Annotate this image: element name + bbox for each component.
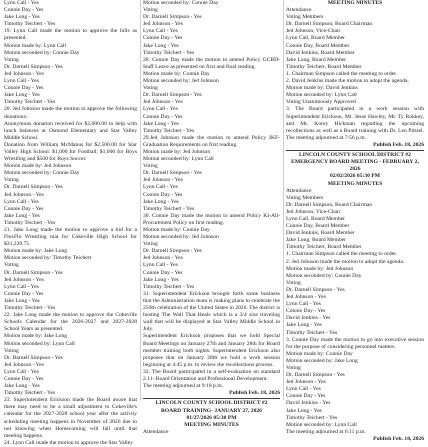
minutes-line: Timothy Teichert - Yes [143, 127, 195, 134]
minutes-line: Connie Day - Yes [143, 35, 183, 42]
minutes-line: Dr. Darnell Simpson - Yes [143, 14, 202, 21]
minutes-line: Connie Day - Yes [143, 269, 183, 276]
minutes-line: Lynn Call - Yes [143, 28, 178, 35]
minutes-line: 1. Chairman Simpson called the meeting to order. [286, 70, 398, 77]
minutes-line: Dr. Darnell Simpson - Yes [4, 269, 63, 276]
minutes-line: Connie Day - Yes [286, 308, 326, 315]
minutes-line: Voting Members [286, 14, 324, 21]
minutes-line: Motion made by: Jake Long [4, 248, 68, 255]
minutes-paragraph: 20. Jed Johnson made the motion to approve the following donations: [4, 106, 137, 120]
minutes-line: Jed Johnson - Yes [4, 191, 44, 198]
notice-heading: MEETING MINUTES [327, 0, 383, 6]
minutes-line: Jake Long - Yes [4, 92, 40, 99]
minutes-paragraph: 23. Superintendent Erickson made the Board aware that there may need to be a small adjustment to Cokeville's calendar for the 2027-2028 school year after the activity scheduling meeting happens in November of 2026 due to not knowing when Homecoming will fall until that meeting happens. [4, 397, 137, 439]
notice-heading: EMERGENCY BOARD MEETING - FEBRUARY 2, 2026 [291, 159, 419, 173]
minutes-line: Motion made by: Connie Day [286, 350, 353, 357]
minutes-line: Jake Long - Yes [286, 322, 322, 329]
minutes-line: Voting [4, 177, 19, 184]
minutes-paragraph: 21. Jake Long made the motion to approve a bid for a FlexFlo Wrestling mat for Cokeville High School for $31,228.75 [4, 227, 137, 248]
minutes-line: Jed Johnson - Yes [143, 255, 183, 262]
column-3 [286, 0, 424, 442]
minutes-line: Connie Day - Yes [4, 85, 44, 92]
minutes-line: Timothy Teichert - Yes [143, 283, 195, 290]
minutes-line: Jed Johnson - Yes [4, 70, 44, 77]
minutes-line: Voting [143, 163, 158, 170]
minutes-line: Connie Day - Yes [4, 205, 44, 212]
minutes-line: 1. Chairman Simpson called the meeting to order. [286, 251, 398, 258]
minutes-paragraph: 32. The Board participated in a self-evaluation on standard 2.11- Board Orientation and Professional Development. [143, 368, 280, 382]
publish-notice: Publish Feb. 18, 2026 [373, 435, 424, 442]
minutes-line: Motion seconded by: Lynn Call [286, 92, 357, 99]
minutes-line: Jed Johnson - Yes [4, 276, 44, 283]
minutes-line: Lynn Call - Yes [143, 262, 178, 269]
minutes-paragraph: Donation from William McManus for $2,500.00 for Star Valley High School. $1,000 for Football, $1,000 for Boys Wrestling and $500 for Boys Soccer. [4, 141, 137, 163]
minutes-line: Timothy Teichert - Yes [4, 305, 56, 312]
minutes-line: David Jenkins, Board Member [286, 49, 355, 56]
column-1 [4, 0, 137, 446]
minutes-line: Motion seconded by: Lynn Call [286, 421, 357, 428]
minutes-line: Motion seconded by: Connie Day [4, 170, 80, 177]
minutes-line: Motion made by: Jed Johnson [4, 163, 72, 170]
minutes-line: Jake Long - Yes [143, 198, 179, 205]
minutes-line: Jake Long - Yes [4, 212, 40, 219]
minutes-line: Connie Day - Yes [4, 375, 44, 382]
minutes-paragraph: 19. Lynn Call made the motion to approve the bills as presented. [4, 28, 137, 42]
minutes-line: Jed Johnson, Vice-Chair [286, 28, 341, 35]
minutes-line: Timothy Teichert - Yes [286, 414, 338, 421]
minutes-line: Dr. Darnell Simpson, Board Chairman [286, 21, 373, 28]
minutes-line: 2. David Jenkins made the motion to adopt the agenda. [286, 78, 409, 85]
minutes-paragraph: 31. Superintendent Erickson brought forth some business that the Administration team is making plans to celebrate the 250th celebration of the United States in 2026. The district is hosting The Wall That Heals which is a 3/4 size traveling wall that will be displayed at Star Valley Middle School in July. [143, 290, 280, 333]
column-2 [143, 0, 280, 435]
minutes-line: Jake Long, Board Member [286, 56, 346, 63]
minutes-line: Voting [4, 347, 19, 354]
minutes-line: Motion made by: Lynn Call [4, 42, 67, 49]
minutes-line: Jake Long - Yes [143, 276, 179, 283]
minutes-line: Timothy Teichert - Yes [143, 49, 195, 56]
minutes-line: Voting [286, 279, 301, 286]
minutes-line: Motion seconded by: Jed Johnson [143, 234, 219, 241]
minutes-paragraph: 29.Jed Johnson made the motion to amend Policy IKF-Graduation Requirements on first reading. [143, 134, 280, 148]
minutes-line: Voting [143, 85, 158, 92]
minutes-line: Lynn Call - Yes [4, 368, 39, 375]
minutes-line: Connie Day - Yes [4, 7, 44, 14]
notice-heading: MEETING MINUTES [184, 421, 239, 428]
minutes-line: Timothy Teichert - Yes [4, 390, 56, 397]
minutes-line: Motion seconded by: Jake Long [286, 357, 358, 364]
minutes-line: Timothy Teichert - Yes [143, 205, 195, 212]
minutes-line: Attendance [143, 428, 169, 435]
minutes-line: Jed Johnson - Yes [143, 99, 183, 106]
minutes-line: Lynn Call, Board Member [286, 216, 346, 222]
minutes-line: Timothy Teichert, Board Member [286, 244, 362, 251]
minutes-line: Voting [143, 241, 158, 248]
minutes-line: Dr. Darnell Simpson - Yes [286, 286, 345, 293]
minutes-line: Motion seconded by: Connie Day [286, 272, 362, 279]
minutes-paragraph: Superintendent Erickson proposes that we hold Special Board Meetings on January 27th and January 28th for Board member training both nights. Superintendent Erickson also proposes that on January 28th we hold a work session beginning at 4:45 p.m. to review the recollections process. [143, 333, 280, 368]
minutes-line: Jake Long - Yes [143, 120, 179, 127]
minutes-line: Motion seconded by: Timothy Teichert [4, 255, 92, 262]
minutes-line: Motion seconded by: Connie Day [143, 0, 219, 6]
minutes-line: Lynn Call - Yes [286, 386, 321, 393]
minutes-line: Lynn Call - Yes [143, 106, 178, 113]
minutes-line: Connie Day - Yes [286, 393, 326, 400]
minutes-line: Voting [286, 364, 301, 371]
minutes-line: Motion seconded by: Lynn Call [143, 156, 214, 163]
minutes-line: David Jenkins - Yes [286, 315, 331, 322]
minutes-line: Timothy Teichert - Yes [4, 219, 56, 226]
minutes-line: Timothy Teichert - Yes [4, 99, 56, 106]
minutes-line: Motion made by: Jed Johnson [286, 265, 354, 272]
minutes-paragraph: 30. Connie Day made the motion to amend Policy KI-All-Procurement Policy on first reading. [143, 212, 280, 226]
minutes-line: Connie Day - Yes [143, 113, 183, 120]
minutes-line: Voting Members [286, 194, 324, 201]
minutes-line: Jake Long - Yes [286, 407, 322, 414]
notice-heading: LINCOLN COUNTY SCHOOL DISTRICT #2 [299, 152, 411, 159]
notice-heading: LINCOLN COUNTY SCHOOL DISTRICT #2 [155, 400, 268, 407]
minutes-line: Motion seconded by: Jed Johnson [143, 78, 219, 85]
minutes-line: Voting Unanimously Approved [286, 99, 356, 106]
minutes-line: Jed Johnson - Yes [286, 294, 326, 301]
minutes-line: Jed Johnson - Yes [143, 21, 183, 28]
minutes-line: Dr. Darnell Simpson - Yes [4, 63, 63, 70]
minutes-line: 2. Jed Johnson made the motion to adopt the agenda. [286, 258, 405, 265]
minutes-line: Dr. Darnell Simpson, Board Chairman [286, 201, 373, 208]
minutes-paragraph: Anonymous donation received for $2,000.00 to help with lunch balances at Osmond Elementary and Star Valley Middle School. [4, 120, 137, 141]
minutes-line: Lynn Call - Yes [4, 283, 39, 290]
minutes-line: Connie Day - Yes [143, 191, 183, 198]
minutes-line: Dr. Darnell Simpson - Yes [143, 92, 202, 99]
minutes-line: Dr. Darnell Simpson - Yes [4, 184, 63, 191]
minutes-line: Timothy Teichert, Board Member [286, 63, 362, 70]
minutes-line: Connie Day, Board Member [286, 42, 350, 49]
minutes-line: Voting [143, 7, 158, 14]
minutes-line: Jed Johnson - Yes [143, 177, 183, 184]
minutes-line: Timothy Teichert - Yes [4, 21, 56, 28]
minutes-line: Motion made by: Jed Johnson [143, 148, 211, 155]
minutes-line: Motion made by: Connie Day [143, 227, 210, 233]
minutes-line: Dr. Darnell Simpson - Yes [4, 354, 63, 361]
publish-notice: Publish Feb. 18, 2026 [229, 390, 280, 397]
minutes-line: 24. Lynn Call made the motion to approve the Star Valley [4, 439, 133, 446]
minutes-line: The meeting adjourned at 9:18 p.m. [143, 383, 224, 390]
minutes-paragraph: 3. Connie Day made the motion to go into executive session for the purpose of considering personnel matters. [286, 336, 424, 350]
notice-heading: BOARD TRAINING- JANUARY 27, 2026 [161, 407, 262, 414]
publish-notice: Publish Feb. 18, 2026 [373, 141, 424, 148]
minutes-line: Jed Johnson - Yes [286, 379, 326, 386]
notice-separator [286, 150, 424, 151]
minutes-line: Attendance [286, 7, 312, 14]
minutes-line: Voting [4, 262, 19, 269]
minutes-line: Dr. Darnell Simpson - Yes [143, 170, 202, 177]
minutes-line: Jake Long, Board Member [286, 237, 346, 244]
minutes-line: Dr. Darnell Simpson - Yes [143, 248, 202, 255]
minutes-paragraph: 22. Jake Long made the motion to approve the Cokeville Schools Calendar for the 2026-2027 and 2027-2028 School Years as presented. [4, 312, 137, 333]
minutes-line: Jake Long - Yes [4, 297, 40, 304]
minutes-line: Jake Long - Yes [143, 42, 179, 49]
minutes-line: The meeting adjourned at 6:11 p.m. [286, 428, 366, 435]
notice-heading: 01/27/2026 05:30 PM [186, 414, 237, 421]
minutes-line: David Jenkins, Board Member [286, 230, 355, 237]
minutes-line: Attendance [286, 187, 312, 194]
notice-heading: MEETING MINUTES [327, 180, 383, 187]
minutes-line: Lynn Call - Yes [4, 198, 39, 205]
minutes-line: Jake Long - Yes [4, 14, 40, 21]
minutes-line: Lynn Call, Board Member [286, 35, 346, 42]
minutes-line: Motion made by: David Jenkins [286, 85, 358, 92]
minutes-line: Motion seconded by: Lynn Call [4, 340, 75, 347]
column-divider [283, 0, 284, 400]
minutes-line: Motion seconded by: Connie Day [4, 49, 80, 56]
notice-heading: 02/02/2026 05:30 PM [329, 173, 381, 180]
minutes-line: Connie Day - Yes [4, 290, 44, 297]
minutes-line: Timothy Teichert - Yes [286, 329, 338, 336]
minutes-line: Lynn Call - Yes [4, 78, 39, 85]
notice-separator [143, 398, 280, 399]
minutes-line: Connie Day, Board Member [286, 223, 350, 230]
minutes-line: David Jenkins - Yes [286, 400, 331, 407]
minutes-paragraph: 28. Connie Day made the motion to amend Policy GCBD-Staff Leave as presented on first and final reading. [143, 56, 280, 70]
minutes-line: Lynn Call - Yes [286, 301, 321, 308]
minutes-line: Lynn Call - Yes [4, 0, 39, 6]
minutes-line: Voting [4, 56, 19, 63]
minutes-line: Lynn Call - Yes [143, 184, 178, 191]
minutes-line: Motion made by: Jake Long [4, 333, 68, 340]
minutes-line: Jed Johnson - Yes [4, 361, 44, 368]
minutes-line: Motion made by: Connie Day [143, 70, 210, 77]
minutes-line: Dr. Darnell Simpson - Yes [286, 372, 345, 379]
minutes-line: Jed Johnson, Vice-Chair [286, 208, 341, 215]
minutes-line: Jake Long - Yes [4, 383, 40, 390]
minutes-paragraph: 3. The Board participated in a work session with Superintendent Erickson, Mr. Jesse Hawley, Mr. Ty Rokkey, and Mr. Korey Hickman regarding the upcoming recollections as well as a Board training with Dr. Leo Pittzel. The meeting adjourned at 7:56 p.m. [286, 106, 424, 141]
column-divider [140, 0, 141, 400]
